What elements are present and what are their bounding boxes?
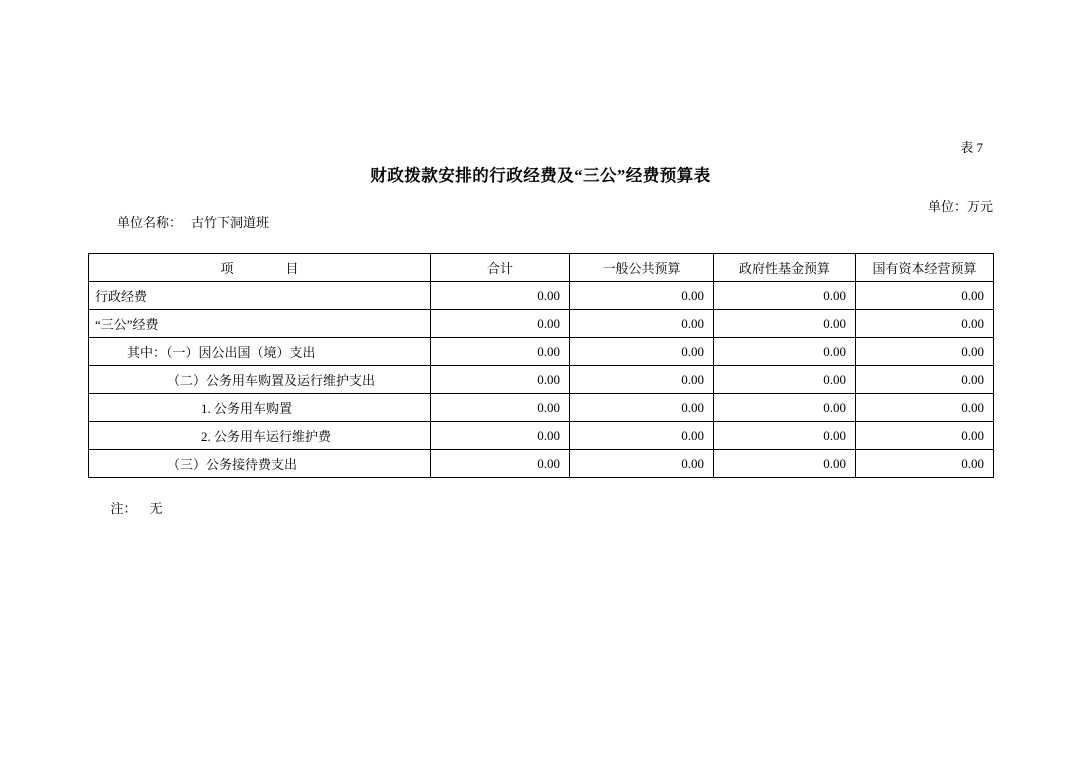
cell-value: 0.00 — [570, 366, 714, 394]
table-row — [89, 422, 994, 450]
row-label: （二）公务用车购置及运行维护支出 — [89, 366, 431, 394]
table-row — [89, 282, 994, 310]
table-row — [89, 310, 994, 338]
unit-name-group — [88, 199, 269, 247]
cell-value: 0.00 — [431, 338, 570, 366]
cell-value: 0.00 — [431, 282, 570, 310]
page-title: 财政拨款安排的行政经费及“三公”经费预算表 — [370, 166, 711, 185]
column-header-item: 项 目 — [89, 254, 431, 282]
note-row — [88, 485, 993, 533]
document-content — [88, 140, 993, 533]
row-label: 1. 公务用车购置 — [89, 394, 431, 422]
cell-value: 0.00 — [570, 310, 714, 338]
row-label: 其中：（一）因公出国（境）支出 — [89, 338, 431, 366]
cell-value: 0.00 — [431, 394, 570, 422]
meta-row — [88, 199, 993, 247]
cell-value: 0.00 — [714, 310, 856, 338]
cell-value: 0.00 — [856, 394, 994, 422]
column-header-general-public-budget: 一般公共预算 — [570, 254, 714, 282]
cell-value: 0.00 — [570, 282, 714, 310]
table-row — [89, 366, 994, 394]
cell-value: 0.00 — [714, 366, 856, 394]
note-label: 注： — [110, 501, 137, 516]
column-header-state-capital-budget: 国有资本经营预算 — [856, 254, 994, 282]
row-label: （三）公务接待费支出 — [89, 450, 431, 478]
column-header-government-fund-budget: 政府性基金预算 — [714, 254, 856, 282]
row-label: 行政经费 — [89, 282, 431, 310]
table-number-label: 表 7 — [960, 140, 983, 155]
note-value: 无 — [149, 501, 163, 516]
row-label: “三公”经费 — [89, 310, 431, 338]
cell-value: 0.00 — [856, 450, 994, 478]
column-header-total: 合计 — [431, 254, 570, 282]
cell-value: 0.00 — [714, 450, 856, 478]
cell-value: 0.00 — [856, 366, 994, 394]
cell-value: 0.00 — [856, 338, 994, 366]
cell-value: 0.00 — [570, 394, 714, 422]
cell-value: 0.00 — [714, 422, 856, 450]
cell-value: 0.00 — [431, 422, 570, 450]
cell-value: 0.00 — [431, 450, 570, 478]
unit-name-label: 单位名称： — [117, 215, 183, 230]
cell-value: 0.00 — [431, 310, 570, 338]
cell-value: 0.00 — [570, 422, 714, 450]
budget-table — [88, 253, 994, 478]
unit-name-value: 古竹下洞道班 — [191, 215, 270, 230]
table-row — [89, 394, 994, 422]
cell-value: 0.00 — [714, 338, 856, 366]
cell-value: 0.00 — [714, 394, 856, 422]
cell-value: 0.00 — [856, 422, 994, 450]
cell-value: 0.00 — [856, 310, 994, 338]
currency-unit-label: 单位：万元 — [927, 199, 993, 214]
cell-value: 0.00 — [570, 338, 714, 366]
cell-value: 0.00 — [856, 282, 994, 310]
header-row — [89, 254, 994, 282]
table-row — [89, 450, 994, 478]
cell-value: 0.00 — [714, 282, 856, 310]
row-label: 2. 公务用车运行维护费 — [89, 422, 431, 450]
cell-value: 0.00 — [570, 450, 714, 478]
table-row — [89, 338, 994, 366]
cell-value: 0.00 — [431, 366, 570, 394]
